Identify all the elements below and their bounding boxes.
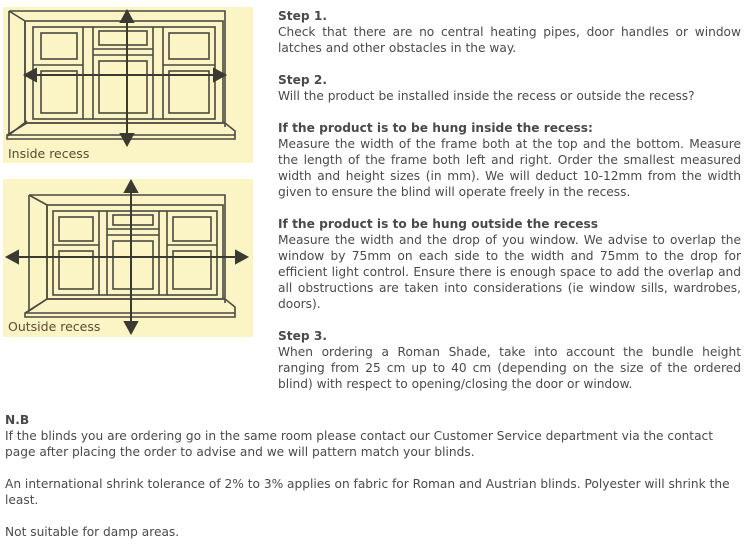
step-1-heading: Step 1. [278,9,327,23]
outside-recess-section [278,216,741,312]
outside-recess-text: Measure the width and the drop of you window. We advise to overlap the window by 75mm on each side to the width and 75mm to the drop for efficient light control. Ensure there is enough space to add the overlap and all obstructions are taken into considerations (ie window sills, wardrobes, doors). [278,233,741,311]
step-2-heading: Step 2. [278,73,327,87]
step-1-text: Check that there are no central heating pipes, door handles or window latches and other obstacles in the way. [278,25,741,55]
step-1 [278,8,741,56]
outside-recess-illustration [3,179,253,337]
step-2 [278,72,741,104]
inside-recess-illustration [3,7,253,163]
step-3-text: When ordering a Roman Shade, take into account the bundle height ranging from 25 cm up to 40 cm (depending on the size of the ordered blind) with respect to opening/closing the door or window. [278,345,741,391]
inside-recess-text: Measure the width of the frame both at the top and the bottom. Measure the length of the frame both left and right. Order the smallest measured width and height sizes (in mm). We will deduct 10-12mm from the width given to ensure the blind will operate freely in the recess. [278,137,741,199]
step-2-text: Will the product be installed inside the recess or outside the recess? [278,89,695,103]
inside-recess-window-drawing [3,7,253,163]
outside-recess-label: Outside recess [8,319,101,334]
note-paragraph: If the blinds you are ordering go in the same room please contact our Customer Service department via the contact page after placing the order to advise and we will pattern match your blinds. [5,429,714,459]
outside-recess-window-drawing [3,179,253,337]
note-paragraph: Not suitable for damp areas. [5,525,180,539]
note-paragraph: An international shrink tolerance of 2% to 3% applies on fabric for Roman and Austrian blinds. Polyester will shrink the least. [5,477,730,507]
step-3 [278,328,741,392]
inside-recess-section [278,120,741,200]
measuring-steps [278,8,741,408]
notes-section [5,412,742,556]
notes-heading: N.B [5,413,30,427]
outside-recess-heading: If the product is to be hung outside the recess [278,217,599,231]
inside-recess-label: Inside recess [8,146,90,161]
step-3-heading: Step 3. [278,329,327,343]
inside-recess-heading: If the product is to be hung inside the recess: [278,121,593,135]
